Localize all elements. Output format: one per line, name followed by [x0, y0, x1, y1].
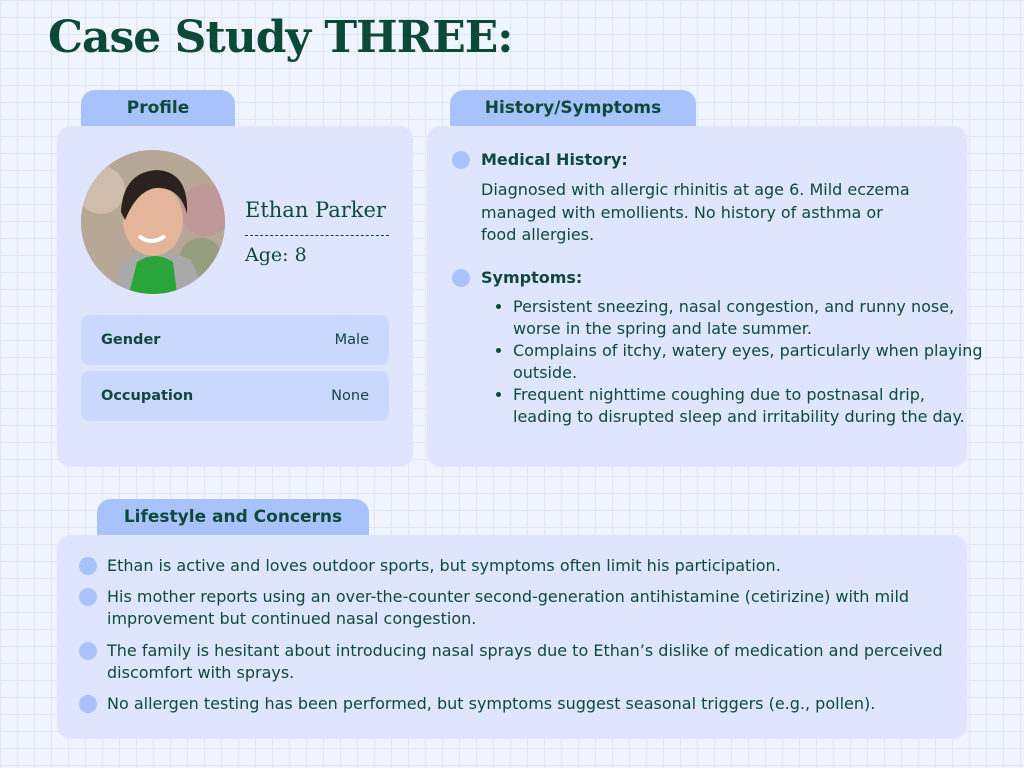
lifestyle-item — [79, 555, 949, 577]
symptom-item: • Frequent nighttime coughing due to postnasal drip, leading to disrupted sleep and irritability during the day. — [513, 384, 983, 428]
child-photo — [81, 150, 225, 294]
history-tab: History/Symptoms — [450, 90, 696, 128]
bullet-dot-icon — [452, 151, 470, 169]
bullet-dot-icon — [79, 557, 97, 575]
field-label: Gender — [101, 332, 161, 348]
lifestyle-tab: Lifestyle and Concerns — [97, 499, 369, 537]
bullet-dot-icon — [452, 269, 470, 287]
lifestyle-item-text: The family is hesitant about introducing nasal sprays due to Ethan’s dislike of medication and perceived discomfort with sprays. — [107, 641, 943, 682]
history-card — [427, 126, 983, 467]
lifestyle-item — [79, 693, 949, 715]
bullet-dot-icon — [79, 642, 97, 660]
field-label: Occupation — [101, 388, 194, 404]
medical-history-heading: Medical History: — [481, 150, 628, 169]
symptoms-list — [491, 296, 983, 428]
medical-history-text: Diagnosed with allergic rhinitis at age 6. Mild eczema managed with emollients. No history of asthma or food allergies. — [481, 180, 910, 244]
profile-card — [57, 126, 413, 467]
bullet-dot-icon — [79, 588, 97, 606]
profile-tab: Profile — [81, 90, 235, 128]
lifestyle-item-text: No allergen testing has been performed, but symptoms suggest seasonal triggers (e.g., pollen). — [107, 694, 876, 713]
page-title: Case Study THREE: — [48, 12, 513, 63]
lifestyle-item-text: Ethan is active and loves outdoor sports, but symptoms often limit his participation. — [107, 556, 781, 575]
patient-age: Age: 8 — [245, 244, 307, 266]
symptom-item: • Complains of itchy, watery eyes, particularly when playing outside. — [513, 340, 983, 384]
symptoms-heading: Symptoms: — [481, 268, 583, 287]
patient-name: Ethan Parker — [245, 198, 386, 222]
lifestyle-item — [79, 640, 949, 684]
field-value: Male — [334, 332, 369, 348]
avatar — [81, 150, 225, 294]
field-gender — [81, 315, 389, 365]
bullet-dot-icon — [79, 695, 97, 713]
lifestyle-card — [57, 535, 967, 739]
symptom-item: • Persistent sneezing, nasal congestion, and runny nose, worse in the spring and late summer. — [513, 296, 983, 340]
lifestyle-item-text: His mother reports using an over-the-counter second-generation antihistamine (cetirizine) with mild improvement but continued nasal congestion. — [107, 587, 910, 628]
field-value: None — [331, 388, 369, 404]
lifestyle-item — [79, 586, 949, 630]
field-occupation — [81, 371, 389, 421]
name-divider — [245, 235, 389, 236]
